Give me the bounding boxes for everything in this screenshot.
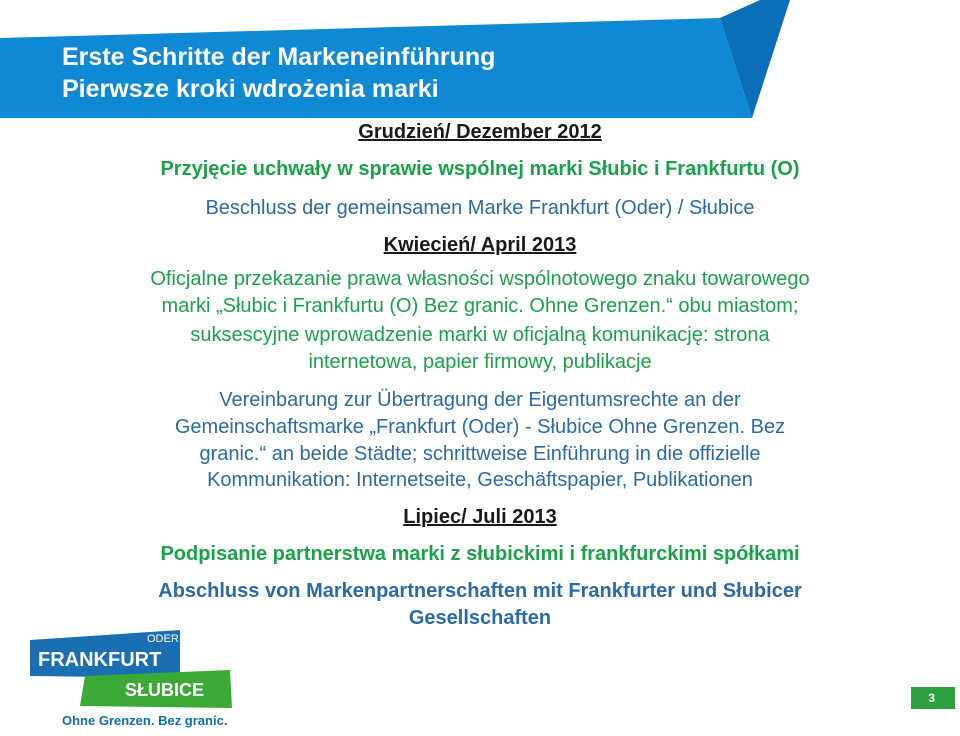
frankfurt-slubice-logo [30, 630, 250, 710]
logo-oder-text: ODER [147, 633, 179, 645]
slide-title-pl: Pierwsze kroki wdrożenia marki [62, 75, 439, 103]
logo-slubice-text: SŁUBICE [125, 680, 205, 700]
jul-2013-pl: Podpisanie partnerstwa marki z słubickimi i frankfurckimi spółkami [160, 543, 800, 565]
jul-2013-de-line-2: Gesellschaften [408, 607, 552, 629]
apr-2013-pl-line-2: marki „Słubic i Frankfurtu (O) Bez granic. Ohne Grenzen.“ obu miastom; [161, 295, 799, 317]
slide-title-de: Erste Schritte der Markeneinführung [62, 43, 496, 71]
page-number: 3 [911, 687, 955, 709]
apr-2013-pl-line-4: internetowa, papier firmowy, publikacje [308, 351, 652, 373]
heading-apr-2013: Kwiecień/ April 2013 [383, 234, 577, 256]
logo-slogan: Ohne Grenzen. Bez granic. [62, 713, 228, 728]
heading-jul-2013: Lipiec/ Juli 2013 [403, 506, 557, 528]
apr-2013-pl-line-3: suksescyjne wprowadzenie marki w oficjalną komunikację: strona [190, 324, 770, 346]
dec-2012-pl: Przyjęcie uchwały w sprawie wspólnej marki Słubic i Frankfurtu (O) [160, 158, 800, 180]
apr-2013-de-line-2: Gemeinschaftsmarke „Frankfurt (Oder) - Słubice Ohne Grenzen. Bez [174, 416, 786, 438]
apr-2013-de-line-3: granic.“ an beide Städte; schrittweise Einführung in die offizielle [199, 443, 761, 465]
heading-dec-2012: Grudzień/ Dezember 2012 [358, 121, 602, 143]
jul-2013-de-line-1: Abschluss von Markenpartnerschaften mit Frankfurter und Słubicer [158, 580, 802, 602]
apr-2013-pl-line-1: Oficjalne przekazanie prawa własności wspólnotowego znaku towarowego [150, 268, 810, 290]
apr-2013-de-line-4: Kommunikation: Internetseite, Geschäftspapier, Publikationen [207, 469, 753, 491]
logo-frankfurt-text: FRANKFURT [38, 649, 162, 671]
dec-2012-de: Beschluss der gemeinsamen Marke Frankfurt (Oder) / Słubice [205, 197, 755, 219]
apr-2013-de-line-1: Vereinbarung zur Übertragung der Eigentumsrechte an der [219, 389, 741, 411]
